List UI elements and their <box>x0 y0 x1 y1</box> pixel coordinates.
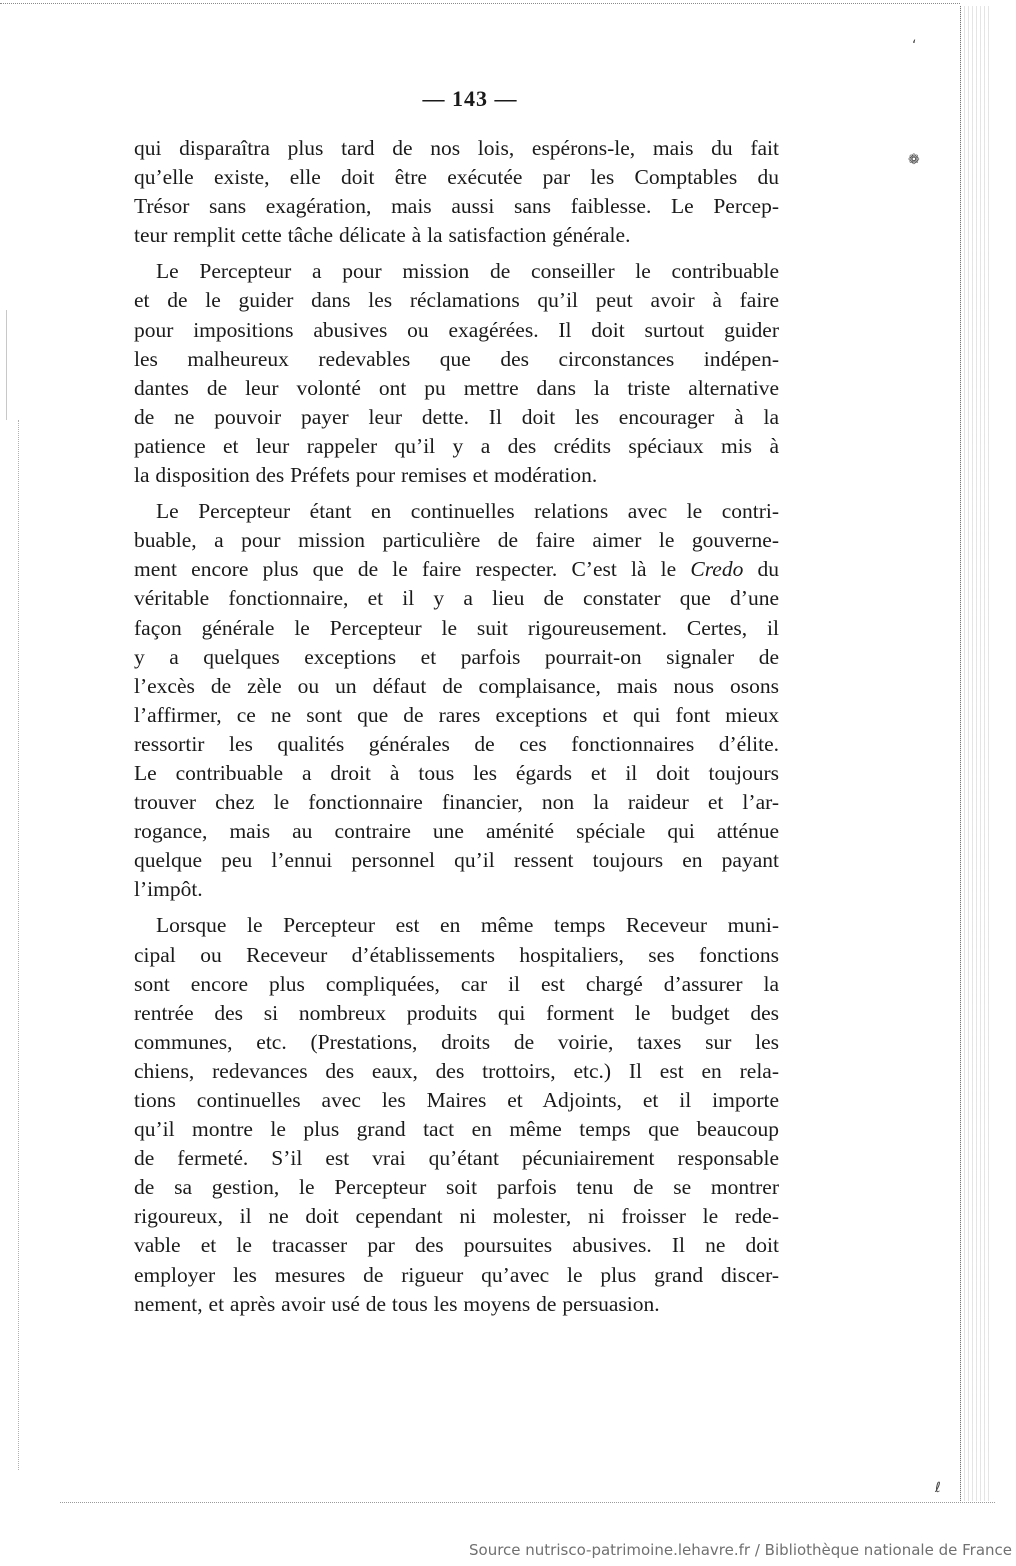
text-line: Lorsque le Percepteur est en même temps Receveur muni- <box>156 913 779 938</box>
text-line: chiens, redevances des eaux, des trottoirs, etc.) Il est en rela- <box>134 1058 779 1083</box>
text-line: rigoureux, il ne doit cependant ni molester, ni froisser le rede- <box>134 1204 779 1229</box>
text-line: de ne pouvoir payer leur dette. Il doit les encourager à la <box>134 404 779 429</box>
scan-edge-bottom <box>60 1502 995 1503</box>
scan-speck: ‘ <box>912 38 917 54</box>
text-line: tions continuelles avec les Maires et Adjoints, et il importe <box>134 1088 779 1112</box>
text-line: l’excès de zèle ou un défaut de complaisance, mais nous osons <box>134 673 779 698</box>
text-line: de sa gestion, le Percepteur soit parfois tenu de se montrer <box>134 1175 779 1200</box>
body-text <box>134 134 779 1319</box>
text-line: Le Percepteur étant en continuelles relations avec le contri- <box>156 499 779 524</box>
paragraph <box>134 497 779 904</box>
text-line: quelque peu l’ennui personnel qu’il ressent toujours en payant <box>134 848 779 873</box>
text-line: patience et leur rappeler qu’il y a des crédits spéciaux mis à <box>134 433 779 458</box>
text-line: ment encore plus que de le faire respecter. C’est là le Credo du <box>134 557 779 582</box>
scan-edge-right <box>960 6 992 1501</box>
text-line: de fermeté. S’il est vrai qu’étant pécuniairement responsable <box>134 1146 779 1171</box>
text-line: l’affirmer, ce ne sont que de rares exceptions et qui font mieux <box>134 702 779 727</box>
text-line: pour impositions abusives ou exagérées. Il doit surtout guider <box>134 317 779 342</box>
text-line: véritable fonctionnaire, et il y a lieu de constater que d’une <box>134 586 779 611</box>
text-line: communes, etc. (Prestations, droits de voirie, taxes sur les <box>134 1029 779 1054</box>
scan-speck: ℓ <box>935 1480 941 1496</box>
text-line: dantes de leur volonté ont pu mettre dans la triste alternative <box>134 375 779 400</box>
text-line: qui disparaîtra plus tard de nos lois, espérons-le, mais du fait <box>134 136 779 160</box>
text-line: rentrée des si nombreux produits qui forment le budget des <box>134 1000 779 1025</box>
text-line: les malheureux redevables que des circonstances indépen- <box>134 346 779 371</box>
paragraph <box>134 134 779 250</box>
text-line: la disposition des Préfets pour remises et modération. <box>134 463 598 488</box>
text-line: y a quelques exceptions et parfois pourrait-on signaler de <box>134 644 779 669</box>
text-line: Le Percepteur a pour mission de conseiller le contribuable <box>156 259 779 284</box>
scan-edge-top <box>0 3 960 4</box>
scan-speck: ❁ <box>908 152 920 168</box>
text-line: Trésor sans exagération, mais aussi sans faiblesse. Le Percep- <box>134 194 779 219</box>
paragraph <box>134 257 779 490</box>
scan-edge-right-line <box>960 6 961 1501</box>
text-line: Le contribuable a droit à tous les égards et il doit toujours <box>134 760 779 785</box>
text-line: et de le guider dans les réclamations qu’il peut avoir à faire <box>134 288 779 313</box>
page-number: — 143 — <box>422 86 518 111</box>
scan-edge-left <box>18 420 19 1470</box>
text-line: cipal ou Receveur d’établissements hospitaliers, ses fonctions <box>134 942 779 967</box>
text-line: qu’elle existe, elle doit être exécutée par les Comptables du <box>134 165 779 190</box>
text-line: rogance, mais au contraire une aménité spéciale qui atténue <box>134 819 779 844</box>
text-line: nement, et après avoir usé de tous les moyens de persuasion. <box>134 1291 660 1316</box>
text-line: qu’il montre le plus grand tact en même temps que beaucoup <box>134 1117 779 1142</box>
text-line: employer les mesures de rigueur qu’avec le plus grand discer- <box>134 1262 779 1287</box>
text-line: ressortir les qualités générales de ces fonctionnaires d’élite. <box>134 731 779 756</box>
text-line: teur remplit cette tâche délicate à la satisfaction générale. <box>134 223 631 248</box>
text-line: vable et le tracasser par des poursuites abusives. Il ne doit <box>134 1233 779 1258</box>
source-attribution: Source nutrisco-patrimoine.lehavre.fr / Bibliothèque nationale de France <box>469 1541 1012 1559</box>
text-line: trouver chez le fonctionnaire financier, non la raideur et l’ar- <box>134 790 779 815</box>
text-line: sont encore plus compliquées, car il est chargé d’assurer la <box>134 971 779 996</box>
text-line: l’impôt. <box>134 877 203 902</box>
text-line: façon générale le Percepteur le suit rigoureusement. Certes, il <box>134 615 779 640</box>
paragraph <box>134 911 779 1318</box>
scan-edge-left-mark <box>6 310 7 420</box>
text-line: buable, a pour mission particulière de faire aimer le gouverne- <box>134 528 779 553</box>
